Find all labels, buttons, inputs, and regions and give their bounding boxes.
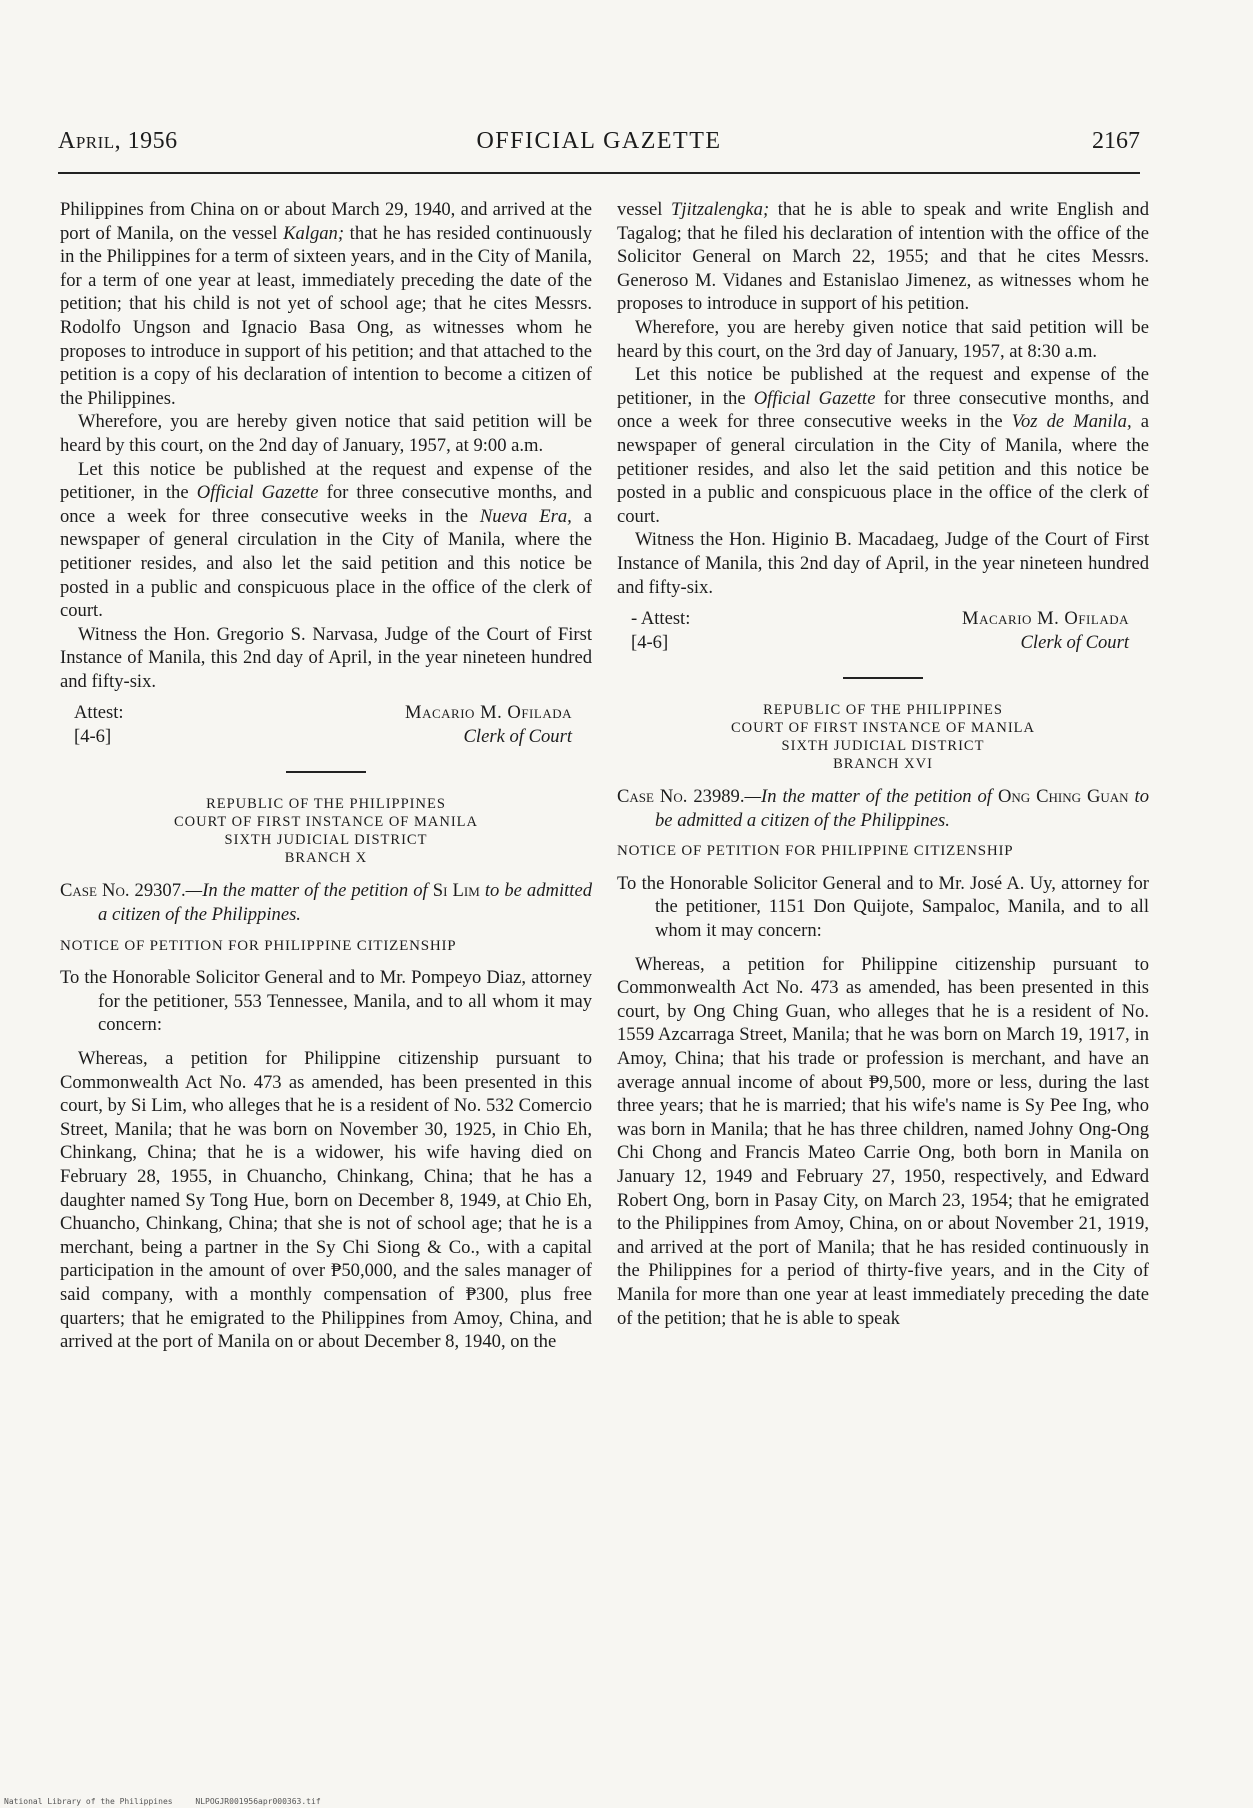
witness-paragraph: Witness the Hon. Higinio B. Macadaeg, Judge of the Court of First Instance of Manila, this 2nd day of April, in the year nineteen hundred and fifty-six. [617, 529, 1149, 598]
publication-title: OFFICIAL GAZETTE [476, 128, 722, 154]
header-rule [58, 172, 1140, 174]
page-header [58, 128, 1140, 162]
section-separator [843, 677, 923, 679]
signer-title: Clerk of Court [463, 726, 572, 748]
issue-range: [4-6] [74, 726, 112, 748]
attest-label: - Attest: [631, 608, 691, 630]
scan-footer [4, 1797, 339, 1806]
attestation [617, 607, 1149, 655]
court-heading: REPUBLIC OF THE PHILIPPINES COURT OF FIRST INSTANCE OF MANILA SIXTH JUDICIAL DISTRICT BRANCH XVI [731, 702, 1035, 773]
library-credit: National Library of the Philippines [4, 1797, 173, 1806]
addressee: To the Honorable Solicitor General and to Mr. Pompeyo Diaz, attorney for the petitioner, 553 Tennessee, Manila, and to all whom it may concern: [60, 967, 592, 1036]
signer-name: Macario M. Ofilada [405, 702, 572, 724]
hearing-paragraph: Wherefore, you are hereby given notice that said petition will be heard by this court, on the 2nd day of January, 1957, at 9:00 a.m. [60, 411, 592, 456]
notice-title: NOTICE OF PETITION FOR PHILIPPINE CITIZENSHIP [617, 843, 1014, 860]
case-caption: Case No. 29307.—In the matter of the petition of Si Lim to be admitted a citizen of the Philippines. [60, 880, 592, 926]
issue-date: April, 1956 [58, 128, 178, 154]
attestation [60, 701, 592, 749]
witness-paragraph: Witness the Hon. Gregorio S. Narvasa, Judge of the Court of First Instance of Manila, this 2nd day of April, in the year nineteen hundred and fifty-six. [60, 623, 592, 692]
notice-continuation: vessel Tjitzalengka; that he is able to speak and write English and Tagalog; that he filed his declaration of intention with the office of the Solicitor General on March 22, 1955; and that he cites Messrs. Generoso M. Vidanes and Estanislao Jimenez, as witnesses whom he proposes to introduce in support of his petition. [617, 199, 1149, 315]
scan-filename: NLPOGJR001956apr000363.tif [195, 1797, 321, 1806]
whereas-paragraph: Whereas, a petition for Philippine citizenship pursuant to Commonwealth Act No. 473 as amended, has been presented in this court, by Si Lim, who alleges that he is a resident of No. 532 Comercio Street, Manila; that he was born on November 30, 1925, in Chio Eh, Chinkang, China; that he is a widower, his wife having died on February 28, 1955, in Chuancho, Chinkang, China; that he has a daughter named Sy Tong Hue, born on December 8, 1949, at Chio Eh, Chuancho, Chinkang, China; that she is not of school age; that he is a merchant, being a partner in the Sy Chi Siong & Co., with a capital participation in the amount of over ₱50,000, and the sales manager of said company, with a monthly compensation of ₱300, plus free quarters; that he emigrated to the Philippines from Amoy, China, and arrived at the port of Manila on or about December 8, 1940, on the [60, 1048, 592, 1353]
right-column [617, 198, 1149, 1330]
signer-title: Clerk of Court [1020, 632, 1129, 654]
publication-paragraph: Let this notice be published at the request and expense of the petitioner, in the Official Gazette for three consecutive months, and once a week for three consecutive weeks in the Nueva Era, a newspaper of general circulation in the City of Manila, where the petitioner resides, and also let the said petition and this notice be posted in a public and conspicuous place in the office of the clerk of court. [60, 458, 593, 622]
attest-label: Attest: [74, 702, 124, 724]
court-heading: REPUBLIC OF THE PHILIPPINES COURT OF FIRST INSTANCE OF MANILA SIXTH JUDICIAL DISTRICT BRANCH X [174, 796, 478, 867]
case-caption: Case No. 23989.—In the matter of the petition of Ong Ching Guan to be admitted a citizen of the Philippines. [617, 786, 1150, 831]
notice-continuation: Philippines from China on or about March 29, 1940, and arrived at the port of Manila, on the vessel Kalgan; that he has resided continuously in the Philippines for a term of sixteen years, and in the City of Manila, for a term of one year at least, immediately preceding the date of the petition; that his child is not yet of school age; that he cites Messrs. Rodolfo Ungson and Ignacio Basa Ong, as witnesses whom he proposes to introduce in support of his petition; and that attached to the petition is a copy of his declaration of intention to become a citizen of the Philippines. [60, 199, 593, 409]
publication-paragraph: Let this notice be published at the request and expense of the petitioner, in the Official Gazette for three consecutive months, and once a week for three consecutive weeks in the Voz de Manila, a newspaper of general circulation in the City of Manila, where the petitioner resides, and also let the said petition and this notice be posted in a public and conspicuous place in the office of the clerk of court. [617, 364, 1150, 527]
issue-range: [4-6] [631, 632, 669, 654]
section-separator [286, 771, 366, 773]
notice-title: NOTICE OF PETITION FOR PHILIPPINE CITIZENSHIP [60, 937, 457, 954]
page-number: 2167 [1092, 128, 1140, 154]
whereas-paragraph: Whereas, a petition for Philippine citizenship pursuant to Commonwealth Act No. 473 as amended, has been presented in this court, by Ong Ching Guan, who alleges that he is a resident of No. 1559 Azcarraga Street, Manila; that he was born on March 19, 1917, in Amoy, China; that his trade or profession is merchant, and have an average annual income of about ₱9,500, more or less, during the last three years; that he is married; that his wife's name is Sy Pee Ing, who was born in Manila; that he has three children, named Johny Ong-Ong Chi Chong and Francis Mateo Carrie Ong, both born in Manila on January 12, 1949 and February 27, 1950, respectively, and Edward Robert Ong, born in Pasay City, on March 23, 1954; that he emigrated to the Philippines from Amoy, China, on or about November 21, 1919, and arrived at the port of Manila; that he has resided continuously in the Philippines for a period of thirty-five years, and in the City of Manila for more than one year at least immediately preceding the date of the petition; that he is able to speak [617, 953, 1149, 1329]
addressee: To the Honorable Solicitor General and to Mr. José A. Uy, attorney for the petitioner, 1151 Don Quijote, Sampaloc, Manila, and to all whom it may concern: [617, 872, 1149, 942]
left-column [60, 198, 592, 1354]
hearing-paragraph: Wherefore, you are hereby given notice that said petition will be heard by this court, on the 3rd day of January, 1957, at 8:30 a.m. [617, 316, 1149, 362]
signer-name: Macario M. Ofilada [962, 608, 1129, 630]
